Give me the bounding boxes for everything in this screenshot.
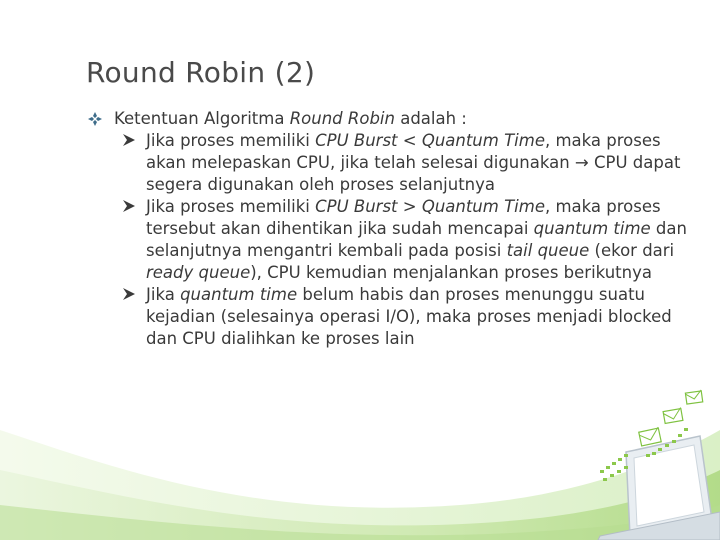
sub-bullet-item [88, 130, 688, 196]
point-text: , maka proses tersebut akan dihentikan jika sudah mencapai [146, 197, 661, 238]
intro-text-after: adalah : [394, 109, 467, 128]
sub-bullet-list [88, 130, 688, 350]
intro-bullet [88, 108, 688, 130]
arrowhead-bullet-icon [122, 287, 136, 301]
point-text: belum habis dan proses menunggu suatu kejadian (selesainya operasi I/O), maka proses menjadi blocked dan CPU dialihkan ke proses lain [146, 285, 672, 348]
slide-content [88, 108, 688, 350]
point-text: ), CPU kemudian menjalankan proses berikutnya [250, 263, 652, 282]
italic-term: quantum time [180, 285, 298, 304]
italic-term: CPU Burst > Quantum Time [315, 197, 545, 216]
laptop-email-icon [598, 390, 720, 540]
point-text: Jika proses memiliki [146, 197, 316, 216]
intro-text-italic: Round Robin [289, 109, 395, 128]
sub-bullet-item [88, 196, 688, 284]
italic-term: ready queue [146, 263, 251, 282]
slide-title: Round Robin (2) [86, 56, 316, 89]
point-text: Jika [146, 285, 181, 304]
intro-text-before: Ketentuan Algoritma [114, 109, 290, 128]
italic-term: tail queue [506, 241, 590, 260]
arrowhead-bullet-icon [122, 199, 136, 213]
italic-term: quantum time [533, 219, 651, 238]
sub-bullet-item [88, 284, 688, 350]
green-wave-decoration [0, 430, 720, 540]
point-text: , maka proses akan melepaskan CPU, jika telah selesai digunakan [146, 131, 661, 172]
point-text: Jika proses memiliki [146, 131, 316, 150]
italic-term: CPU Burst < Quantum Time [315, 131, 545, 150]
point-text: (ekor dari [589, 241, 675, 260]
point-text: CPU dapat segera digunakan oleh proses selanjutnya [146, 153, 681, 194]
point-text: dan selanjutnya mengantri kembali pada posisi [146, 219, 687, 260]
diamond-bullet-icon [88, 112, 102, 126]
point-text: → [574, 153, 589, 172]
arrowhead-bullet-icon [122, 133, 136, 147]
